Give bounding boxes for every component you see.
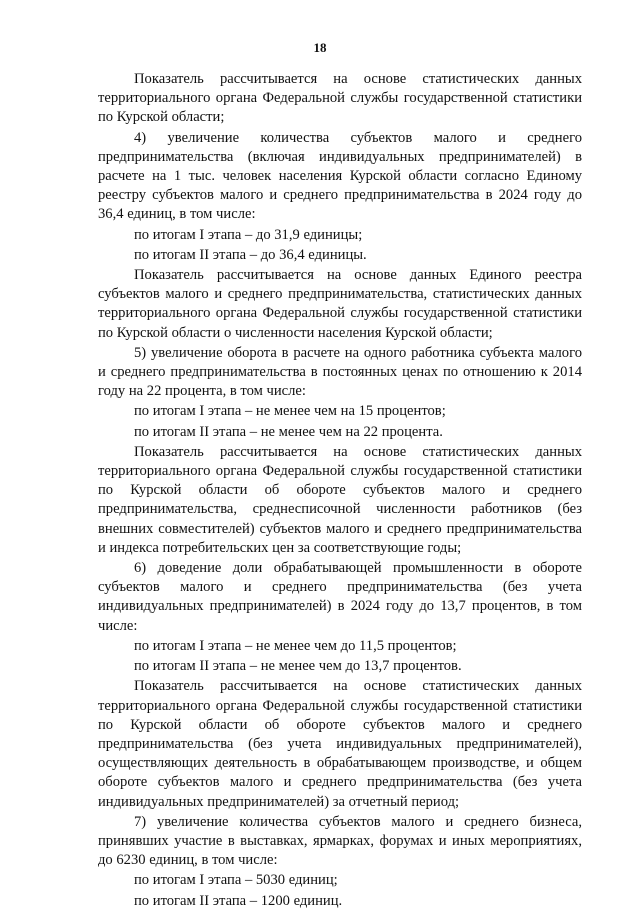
paragraph-3: Показатель рассчитывается на основе данных Единого реестра субъектов малого и среднего предпринимательства, статистических данных территориального органа Федеральной службы государственной статистики по Курской области о численности населения Курской области;	[98, 267, 582, 341]
paragraph-1: Показатель рассчитывается на основе статистических данных территориального органа Федеральной службы государственной статистики по Курской области;	[98, 71, 582, 126]
list-item-stage-2: по итогам II этапа – до 36,4 единицы.	[134, 246, 367, 263]
list-item-stage-2: по итогам II этапа – 1200 единиц.	[134, 892, 343, 909]
paragraph-6: 6) доведение доли обрабатывающей промышленности в обороте субъектов малого и среднего предпринимательства (без учета индивидуальных предпринимателей) в 2024 году до 13,7 процентов, в том числе:	[98, 560, 582, 634]
page-number: 18	[313, 40, 327, 55]
document-body	[98, 70, 582, 911]
paragraph-8: 7) увеличение количества субъектов малого и среднего бизнеса, принявших участие в выставках, ярмарках, форумах и иных мероприятиях, до 6230 единиц, в том числе:	[98, 813, 582, 869]
list-item-stage-1: по итогам I этапа – 5030 единиц;	[134, 872, 338, 889]
paragraph-2: 4) увеличение количества субъектов малого и среднего предпринимательства (включая индивидуальных предпринимателей) в расчете на 1 тыс. человек населения Курской области согласно Единому реестру субъектов малого и среднего предпринимательства в 2024 году до 36,4 единиц, в том числе:	[98, 129, 582, 223]
paragraph-7: Показатель рассчитывается на основе статистических данных территориального органа Федеральной службы государственной статистики по Курской области об обороте субъектов малого и среднего предпринимательства (без учета индивидуальных предпринимателей), осуществляющих деятельность в обрабатывающем производстве, и общем обороте субъектов малого и среднего предпринимательства (без учета индивидуальных предпринимателей) за отчетный период;	[98, 678, 582, 810]
list-item-stage-2: по итогам II этапа – не менее чем на 22 процента.	[134, 423, 443, 440]
paragraph-4: 5) увеличение оборота в расчете на одного работника субъекта малого и среднего предпринимательства в постоянных ценах по отношению к 2014 году на 22 процента, в том числе:	[98, 344, 582, 400]
list-item-stage-2: по итогам II этапа – не менее чем до 13,7 процентов.	[134, 658, 462, 675]
paragraph-5: Показатель рассчитывается на основе статистических данных территориального органа Федеральной службы государственной статистики по Курской области об обороте субъектов малого и среднего предпринимательства, среднесписочной численности работников (без внешних совместителей) субъектов малого и среднего предпринимательства и индекса потребительских цен за соответствующие годы;	[98, 443, 582, 556]
list-item-stage-1: по итогам I этапа – не менее чем на 15 процентов;	[134, 403, 446, 420]
list-item-stage-1: по итогам I этапа – не менее чем до 11,5 процентов;	[134, 637, 457, 654]
list-item-stage-1: по итогам I этапа – до 31,9 единицы;	[134, 226, 363, 243]
